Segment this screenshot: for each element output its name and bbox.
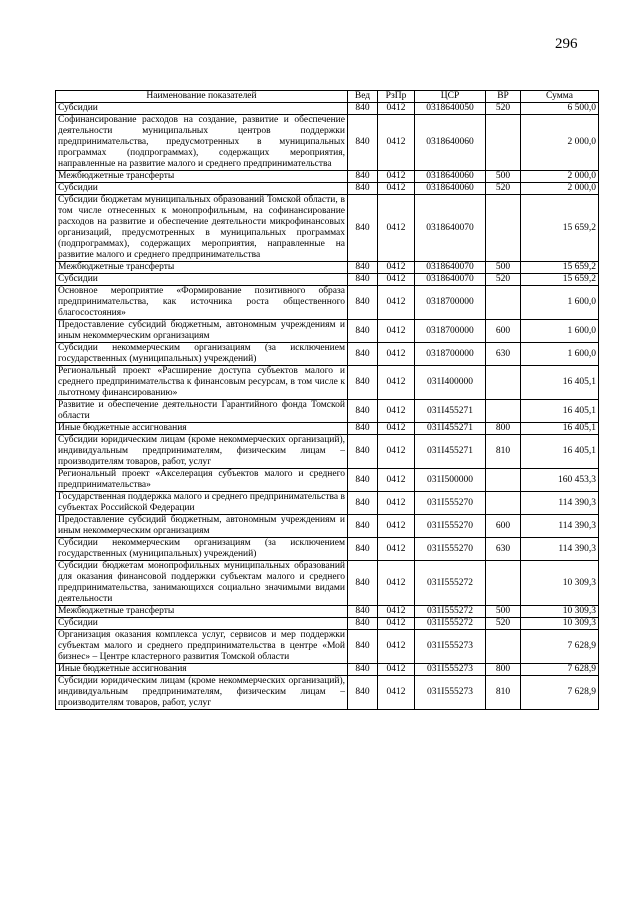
cell-ved: 840: [348, 606, 378, 618]
cell-ved: 840: [348, 515, 378, 538]
table-row: [56, 171, 599, 183]
table-row: [56, 366, 599, 400]
cell-ved: 840: [348, 320, 378, 343]
cell-name: Иные бюджетные ассигнования: [56, 423, 348, 435]
cell-csr: 031I555270: [415, 538, 486, 561]
cell-sum: 1 600,0: [521, 320, 599, 343]
cell-csr: 0318700000: [415, 286, 486, 320]
cell-name: Межбюджетные трансферты: [56, 171, 348, 183]
cell-vr: 630: [486, 538, 521, 561]
cell-rzpr: 0412: [378, 435, 415, 469]
cell-vr: [486, 630, 521, 664]
cell-sum: 7 628,9: [521, 630, 599, 664]
cell-name: Субсидии юридическим лицам (кроме некоммерческих организаций), индивидуальным предпринимателям, физическим лицам – производителям товаров, работ, услуг: [56, 676, 348, 710]
cell-sum: 16 405,1: [521, 423, 599, 435]
cell-vr: 520: [486, 618, 521, 630]
budget-table: [55, 90, 599, 710]
cell-ved: 840: [348, 274, 378, 286]
header-rzpr: РзПр: [378, 91, 415, 103]
cell-ved: 840: [348, 676, 378, 710]
cell-vr: 810: [486, 676, 521, 710]
cell-rzpr: 0412: [378, 262, 415, 274]
cell-csr: 0318640070: [415, 262, 486, 274]
cell-csr: 031I555273: [415, 630, 486, 664]
cell-ved: 840: [348, 366, 378, 400]
cell-csr: 031I555270: [415, 515, 486, 538]
cell-vr: 520: [486, 274, 521, 286]
table-row: [56, 103, 599, 115]
table-row: [56, 515, 599, 538]
cell-vr: 810: [486, 435, 521, 469]
cell-sum: 114 390,3: [521, 538, 599, 561]
cell-csr: 031I555273: [415, 664, 486, 676]
cell-rzpr: 0412: [378, 366, 415, 400]
cell-rzpr: 0412: [378, 676, 415, 710]
cell-name: Субсидии некоммерческим организациям (за исключением государственных (муниципальных) учреждений): [56, 538, 348, 561]
table-row: [56, 561, 599, 606]
cell-name: Региональный проект «Акселерация субъектов малого и среднего предпринимательства»: [56, 469, 348, 492]
cell-sum: 6 500,0: [521, 103, 599, 115]
cell-rzpr: 0412: [378, 606, 415, 618]
cell-name: Иные бюджетные ассигнования: [56, 664, 348, 676]
cell-vr: 500: [486, 171, 521, 183]
cell-rzpr: 0412: [378, 400, 415, 423]
cell-csr: 0318640050: [415, 103, 486, 115]
cell-name: Субсидии: [56, 618, 348, 630]
cell-sum: 15 659,2: [521, 195, 599, 262]
cell-csr: 0318640070: [415, 195, 486, 262]
cell-name: Межбюджетные трансферты: [56, 262, 348, 274]
cell-name: Субсидии: [56, 183, 348, 195]
cell-ved: 840: [348, 286, 378, 320]
cell-vr: 600: [486, 515, 521, 538]
cell-sum: 16 405,1: [521, 435, 599, 469]
cell-ved: 840: [348, 618, 378, 630]
cell-rzpr: 0412: [378, 103, 415, 115]
table-row: [56, 538, 599, 561]
table-row: [56, 676, 599, 710]
header-ved: Вед: [348, 91, 378, 103]
table-header-row: [56, 91, 599, 103]
cell-rzpr: 0412: [378, 423, 415, 435]
table-row: [56, 618, 599, 630]
cell-name: Основное мероприятие «Формирование позитивного образа предпринимательства, как источника роста общественного благосостояния»: [56, 286, 348, 320]
cell-vr: 800: [486, 664, 521, 676]
cell-ved: 840: [348, 561, 378, 606]
cell-csr: 031I400000: [415, 366, 486, 400]
cell-sum: 160 453,3: [521, 469, 599, 492]
table-row: [56, 664, 599, 676]
cell-sum: 2 000,0: [521, 183, 599, 195]
cell-vr: [486, 286, 521, 320]
cell-sum: 1 600,0: [521, 286, 599, 320]
cell-sum: 2 000,0: [521, 171, 599, 183]
table-row: [56, 435, 599, 469]
cell-rzpr: 0412: [378, 115, 415, 171]
header-csr: ЦСР: [415, 91, 486, 103]
cell-sum: 7 628,9: [521, 664, 599, 676]
table-row: [56, 606, 599, 618]
cell-name: Развитие и обеспечение деятельности Гарантийного фонда Томской области: [56, 400, 348, 423]
cell-csr: 031I555272: [415, 561, 486, 606]
cell-rzpr: 0412: [378, 618, 415, 630]
cell-name: Софинансирование расходов на создание, развитие и обеспечение деятельности муниципальных центров поддержки предпринимательства, предусмотренных в муниципальных программах (подпрограммах), содержащих мероприятия, направленные на развитие малого и среднего предпринимательства: [56, 115, 348, 171]
cell-sum: 15 659,2: [521, 274, 599, 286]
cell-ved: 840: [348, 492, 378, 515]
cell-name: Предоставление субсидий бюджетным, автономным учреждениям и иным некоммерческим организациям: [56, 320, 348, 343]
table-row: [56, 262, 599, 274]
cell-sum: 1 600,0: [521, 343, 599, 366]
cell-csr: 0318700000: [415, 320, 486, 343]
cell-rzpr: 0412: [378, 171, 415, 183]
cell-vr: [486, 195, 521, 262]
cell-ved: 840: [348, 538, 378, 561]
cell-rzpr: 0412: [378, 664, 415, 676]
header-vr: ВР: [486, 91, 521, 103]
cell-rzpr: 0412: [378, 286, 415, 320]
table-row: [56, 183, 599, 195]
table-row: [56, 274, 599, 286]
cell-vr: 800: [486, 423, 521, 435]
cell-vr: [486, 469, 521, 492]
cell-sum: 15 659,2: [521, 262, 599, 274]
cell-csr: 031I555272: [415, 618, 486, 630]
cell-csr: 031I555273: [415, 676, 486, 710]
cell-csr: 031I555272: [415, 606, 486, 618]
cell-ved: 840: [348, 183, 378, 195]
table-row: [56, 492, 599, 515]
cell-sum: 7 628,9: [521, 676, 599, 710]
cell-rzpr: 0412: [378, 195, 415, 262]
cell-ved: 840: [348, 262, 378, 274]
cell-csr: 031I455271: [415, 423, 486, 435]
cell-sum: 114 390,3: [521, 492, 599, 515]
page-number: 296: [555, 36, 578, 52]
cell-ved: 840: [348, 435, 378, 469]
cell-rzpr: 0412: [378, 469, 415, 492]
cell-ved: 840: [348, 195, 378, 262]
cell-vr: [486, 115, 521, 171]
cell-csr: 0318640070: [415, 274, 486, 286]
cell-ved: 840: [348, 171, 378, 183]
cell-ved: 840: [348, 423, 378, 435]
cell-rzpr: 0412: [378, 630, 415, 664]
cell-rzpr: 0412: [378, 274, 415, 286]
cell-vr: 600: [486, 320, 521, 343]
cell-sum: 16 405,1: [521, 366, 599, 400]
cell-ved: 840: [348, 630, 378, 664]
cell-sum: 10 309,3: [521, 606, 599, 618]
cell-name: Организация оказания комплекса услуг, сервисов и мер поддержки субъектам малого и среднего предпринимательства в центре «Мой бизнес» – Центре кластерного развития Томской области: [56, 630, 348, 664]
table-row: [56, 195, 599, 262]
cell-name: Предоставление субсидий бюджетным, автономным учреждениям и иным некоммерческим организациям: [56, 515, 348, 538]
cell-csr: 031I455271: [415, 400, 486, 423]
table-row: [56, 400, 599, 423]
cell-rzpr: 0412: [378, 515, 415, 538]
header-name: Наименование показателей: [56, 91, 348, 103]
table-row: [56, 423, 599, 435]
cell-name: Межбюджетные трансферты: [56, 606, 348, 618]
cell-sum: 114 390,3: [521, 515, 599, 538]
table-row: [56, 115, 599, 171]
table-row: [56, 343, 599, 366]
cell-rzpr: 0412: [378, 538, 415, 561]
cell-ved: 840: [348, 400, 378, 423]
cell-sum: 10 309,3: [521, 618, 599, 630]
cell-vr: [486, 492, 521, 515]
cell-rzpr: 0412: [378, 561, 415, 606]
cell-name: Субсидии бюджетам монопрофильных муниципальных образований для оказания финансовой поддержки субъектам малого и среднего предпринимательства, занимающихся социально значимыми видами деятельности: [56, 561, 348, 606]
cell-name: Субсидии бюджетам муниципальных образований Томской области, в том числе отнесенных к монопрофильным, на софинансирование расходов на развитие и обеспечение деятельности микрофинансовых организаций, предусмотренных в муниципальных программах (подпрограммах), содержащих мероприятия, направленные на развитие малого и среднего предпринимательства: [56, 195, 348, 262]
cell-ved: 840: [348, 115, 378, 171]
cell-csr: 031I455271: [415, 435, 486, 469]
cell-vr: [486, 561, 521, 606]
table-row: [56, 286, 599, 320]
cell-sum: 2 000,0: [521, 115, 599, 171]
cell-csr: 0318640060: [415, 115, 486, 171]
cell-vr: 500: [486, 262, 521, 274]
cell-csr: 031I555270: [415, 492, 486, 515]
cell-name: Региональный проект «Расширение доступа субъектов малого и среднего предпринимательства к финансовым ресурсам, в том числе к льготному финансированию»: [56, 366, 348, 400]
cell-csr: 0318700000: [415, 343, 486, 366]
cell-csr: 0318640060: [415, 183, 486, 195]
cell-name: Субсидии: [56, 274, 348, 286]
cell-name: Субсидии: [56, 103, 348, 115]
cell-name: Субсидии некоммерческим организациям (за исключением государственных (муниципальных) учреждений): [56, 343, 348, 366]
cell-rzpr: 0412: [378, 492, 415, 515]
cell-csr: 031I500000: [415, 469, 486, 492]
cell-rzpr: 0412: [378, 183, 415, 195]
cell-csr: 0318640060: [415, 171, 486, 183]
cell-rzpr: 0412: [378, 343, 415, 366]
cell-ved: 840: [348, 469, 378, 492]
table-row: [56, 630, 599, 664]
cell-vr: 630: [486, 343, 521, 366]
table-row: [56, 320, 599, 343]
cell-vr: [486, 366, 521, 400]
cell-vr: 520: [486, 183, 521, 195]
cell-sum: 16 405,1: [521, 400, 599, 423]
cell-name: Субсидии юридическим лицам (кроме некоммерческих организаций), индивидуальным предпринимателям, физическим лицам – производителям товаров, работ, услуг: [56, 435, 348, 469]
cell-ved: 840: [348, 103, 378, 115]
cell-vr: [486, 400, 521, 423]
cell-sum: 10 309,3: [521, 561, 599, 606]
cell-vr: 500: [486, 606, 521, 618]
header-sum: Сумма: [521, 91, 599, 103]
table-row: [56, 469, 599, 492]
cell-rzpr: 0412: [378, 320, 415, 343]
cell-name: Государственная поддержка малого и среднего предпринимательства в субъектах Российской Федерации: [56, 492, 348, 515]
cell-ved: 840: [348, 343, 378, 366]
cell-vr: 520: [486, 103, 521, 115]
cell-ved: 840: [348, 664, 378, 676]
